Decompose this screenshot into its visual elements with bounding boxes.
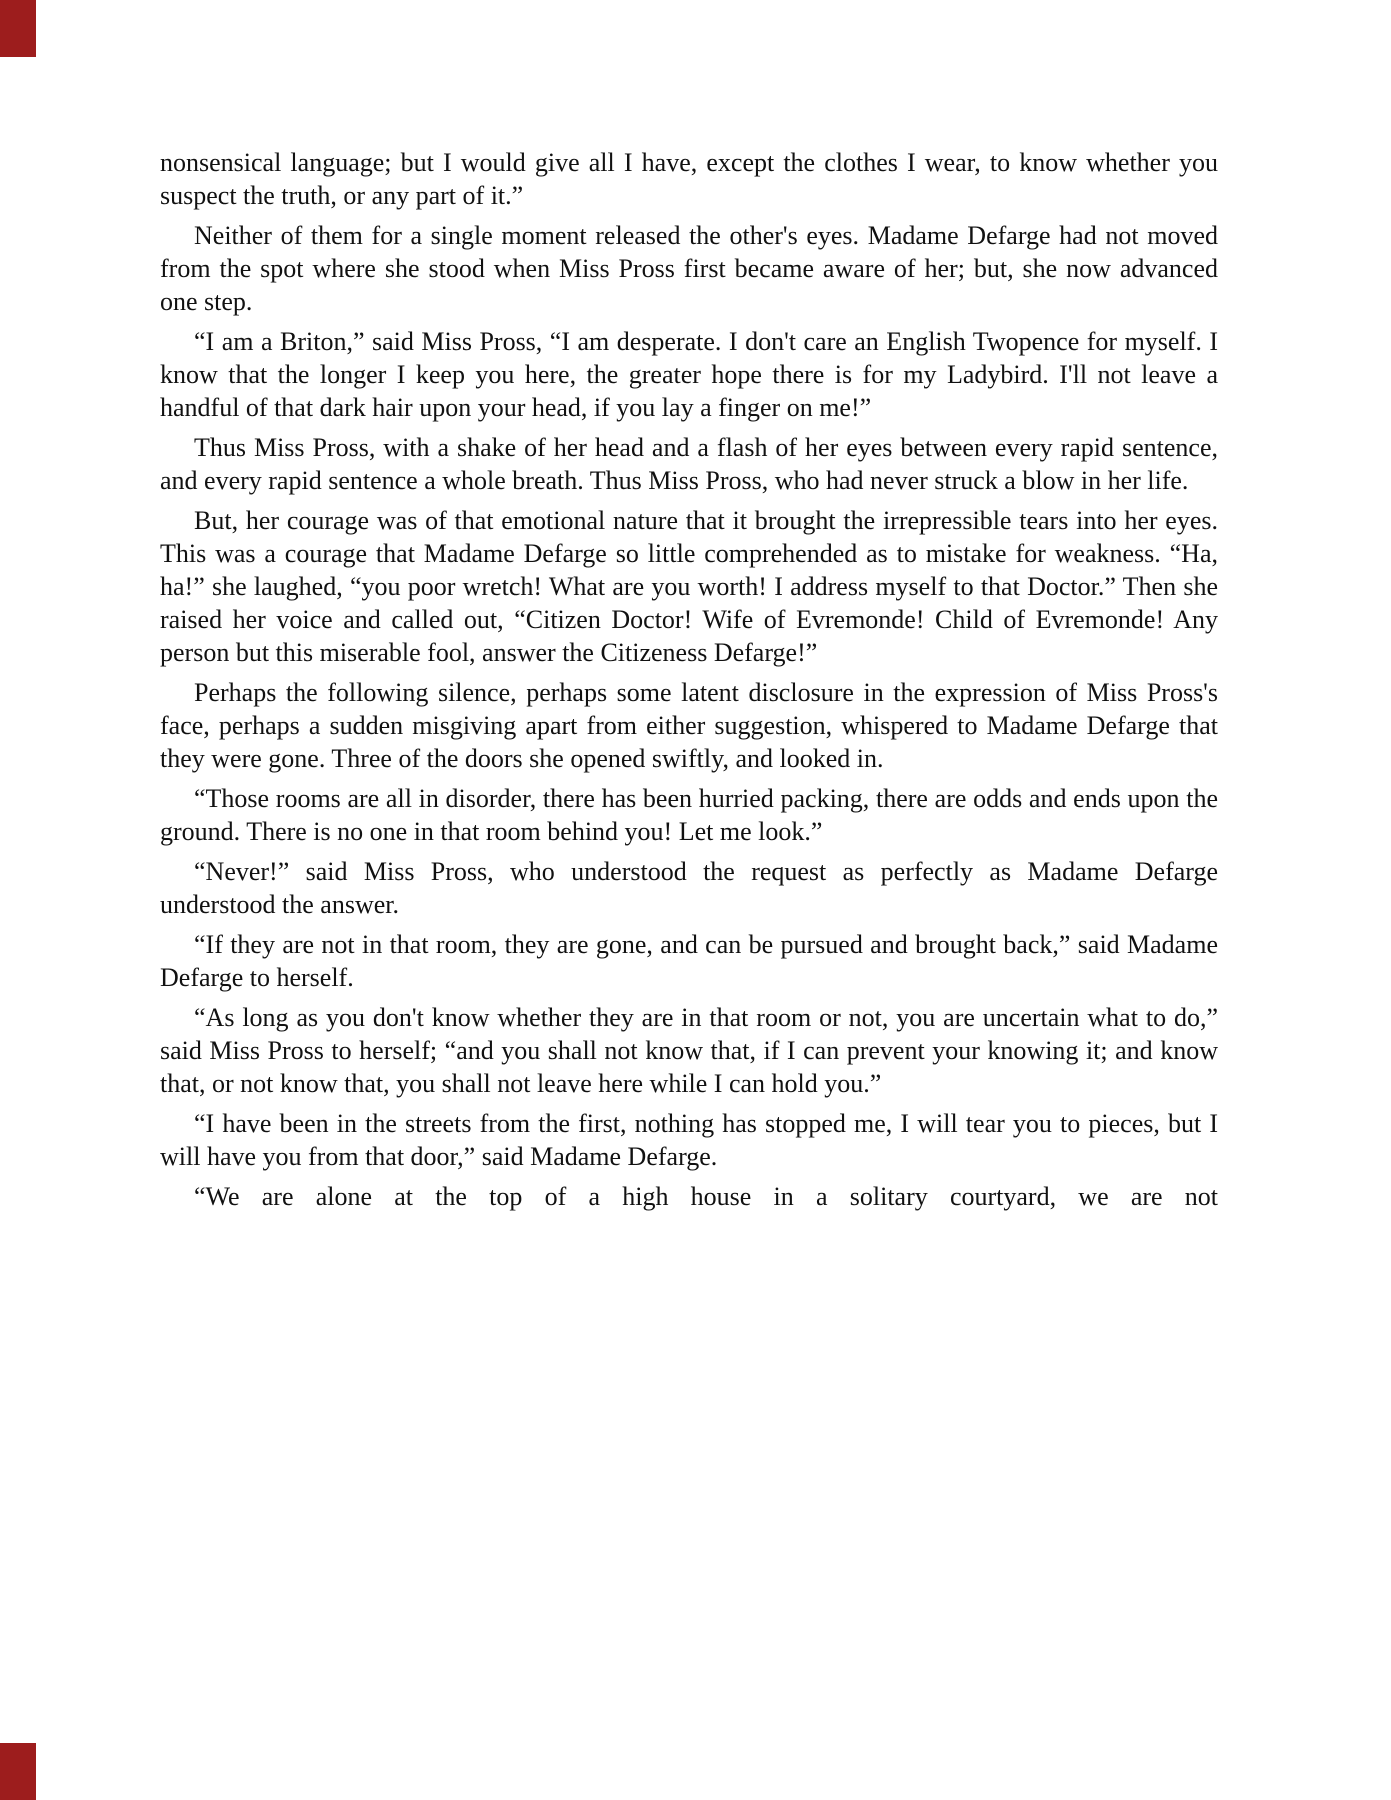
- paragraph: But, her courage was of that emotional nature that it brought the irrepressible tears into her eyes. This was a courage that Madame Defarge so little comprehended as to mistake for weakness. “Ha, ha!” she laughed, “you poor wretch! What are you worth! I address myself to that Doctor.” Then she raised her voice and called out, “Citizen Doctor! Wife of Evremonde! Child of Evremonde! Any person but this miserable fool, answer the Citizeness Defarge!”: [160, 506, 1218, 667]
- paragraph: “Never!” said Miss Pross, who understood the request as perfectly as Madame Defarge understood the answer.: [160, 857, 1218, 919]
- paragraph: “Those rooms are all in disorder, there has been hurried packing, there are odds and ends upon the ground. There is no one in that room behind you! Let me look.”: [160, 784, 1218, 846]
- bottom-left-red-accent: [0, 1743, 36, 1800]
- paragraph: Neither of them for a single moment released the other's eyes. Madame Defarge had not moved from the spot where she stood when Miss Pross first became aware of her; but, she now advanced one step.: [160, 221, 1218, 316]
- paragraph: “We are alone at the top of a high house in a solitary courtyard, we are not: [194, 1182, 1218, 1211]
- paragraph: “I have been in the streets from the first, nothing has stopped me, I will tear you to pieces, but I will have you from that door,” said Madame Defarge.: [160, 1109, 1218, 1171]
- top-left-red-accent: [0, 0, 36, 57]
- paragraph: nonsensical language; but I would give all I have, except the clothes I wear, to know whether you suspect the truth, or any part of it.”: [160, 148, 1218, 210]
- paragraph: Perhaps the following silence, perhaps some latent disclosure in the expression of Miss Pross's face, perhaps a sudden misgiving apart from either suggestion, whispered to Madame Defarge that they were gone. Three of the doors she opened swiftly, and looked in.: [160, 678, 1218, 773]
- paragraph: “I am a Briton,” said Miss Pross, “I am desperate. I don't care an English Twopence for myself. I know that the longer I keep you here, the greater hope there is for my Ladybird. I'll not leave a handful of that dark hair upon your head, if you lay a finger on me!”: [160, 327, 1218, 422]
- paragraph: “If they are not in that room, they are gone, and can be pursued and brought back,” said Madame Defarge to herself.: [160, 930, 1218, 992]
- page-text: [160, 146, 1218, 1213]
- paragraph: Thus Miss Pross, with a shake of her head and a flash of her eyes between every rapid sentence, and every rapid sentence a whole breath. Thus Miss Pross, who had never struck a blow in her life.: [160, 433, 1218, 495]
- paragraph: “As long as you don't know whether they are in that room or not, you are uncertain what to do,” said Miss Pross to herself; “and you shall not know that, if I can prevent your knowing it; and know that, or not know that, you shall not leave here while I can hold you.”: [160, 1003, 1218, 1098]
